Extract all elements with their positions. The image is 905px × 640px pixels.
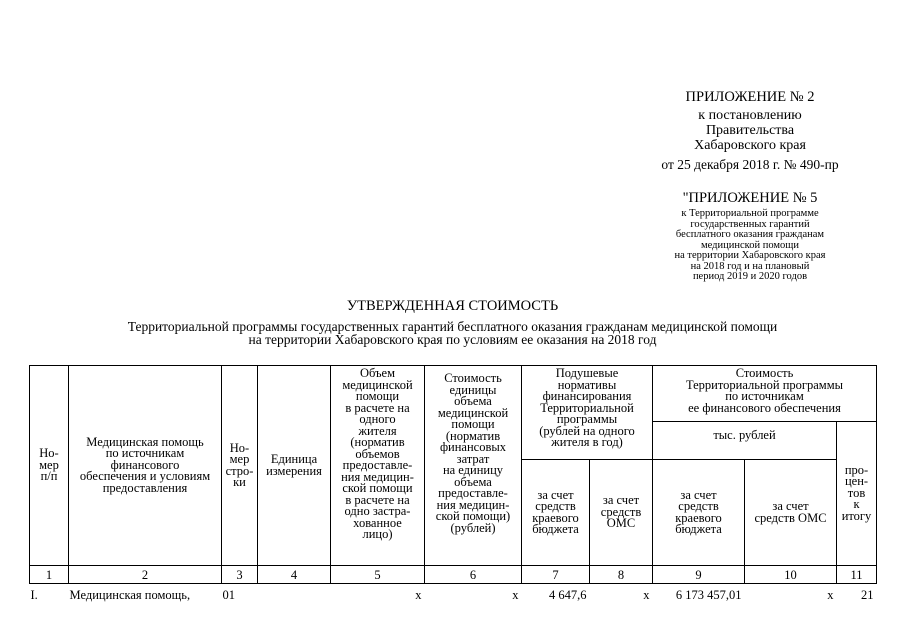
appendix-2-line: Хабаровского края	[694, 137, 806, 153]
header-line: финансового	[110, 457, 180, 472]
header-line: единицы	[449, 382, 497, 397]
appendix-5-line: на территории Хабаровского края	[674, 250, 826, 262]
document-subtitle-line: Территориальной программы государственных гарантий бесплатного оказания гражданам медицинской помощи	[127, 319, 778, 334]
header-unit	[258, 366, 331, 566]
header-line: п/п	[40, 469, 58, 484]
header-line: ния медицин-	[436, 497, 510, 512]
header-line: Объем	[360, 366, 395, 380]
appendix-5-line: период 2019 и 2020 годов	[692, 271, 808, 283]
header-line: помощи	[355, 389, 400, 403]
header-line: Стоимость	[444, 371, 502, 385]
header-line: мер	[39, 457, 59, 472]
header-line: предоставления	[102, 480, 188, 495]
header-line: помощи	[451, 417, 495, 431]
appendix-5-line: медицинской помощи	[701, 239, 799, 251]
appendix-2-date: от 25 декабря 2018 г. № 490-пр	[661, 157, 839, 173]
header-line: Единица	[270, 452, 318, 466]
header-line: средств	[678, 499, 719, 513]
header-line: объема	[454, 474, 492, 489]
header-line: нормативы	[557, 377, 617, 392]
header-line: обеспечения и условиям	[79, 469, 211, 484]
header-program-cost	[653, 366, 877, 422]
header-line: за счет	[602, 493, 640, 508]
header-line: про-	[844, 462, 869, 477]
header-line: одно застра-	[344, 504, 411, 518]
column-number: 10	[745, 566, 837, 584]
header-line: по источникам	[105, 446, 185, 461]
header-number	[30, 366, 69, 566]
header-line: финансирования	[542, 389, 632, 403]
cell-oms-per-capita: х	[643, 588, 650, 602]
header-line: предоставле-	[342, 458, 413, 472]
header-line: жителя в год)	[551, 435, 623, 449]
header-line: Стоимость	[735, 366, 794, 380]
header-line: средств ОМС	[754, 510, 827, 525]
column-number: 4	[258, 566, 331, 584]
appendix-5-heading	[650, 191, 850, 283]
header-line: краевого	[532, 510, 579, 525]
header-line: программы	[556, 412, 618, 426]
header-line: ской помощи)	[435, 509, 511, 523]
header-line: Медицинская помощь	[86, 434, 204, 449]
header-line: Территориальной программы	[685, 377, 844, 392]
header-line: медицинской	[437, 405, 509, 420]
header-line: финансовых	[439, 440, 507, 454]
header-thousand-rub: тыс. рублей	[653, 422, 837, 460]
header-line: объемов	[355, 446, 400, 461]
header-line: тов	[847, 485, 866, 500]
table-row	[30, 584, 877, 606]
column-number: 7	[522, 566, 590, 584]
header-line: в расчете на	[345, 400, 410, 415]
cell-budget-total: 6 173 457,01	[675, 588, 742, 602]
cell-unit-cost: х	[512, 588, 519, 602]
appendix-5-title: "ПРИЛОЖЕНИЕ № 5	[682, 190, 818, 206]
column-number: 9	[653, 566, 745, 584]
header-line: Но-	[229, 440, 250, 455]
header-line: бюджета	[532, 522, 579, 536]
column-number: 3	[222, 566, 258, 584]
cell-row: 01	[222, 588, 235, 602]
header-percent	[837, 422, 877, 566]
cell-percent: 21	[861, 588, 874, 602]
header-line: ния медицин-	[341, 469, 414, 484]
header-line: Территориальной	[540, 400, 634, 415]
header-line: цен-	[844, 474, 869, 489]
header-line: (норматив	[445, 428, 501, 443]
cell-budget-per-capita: 4 647,6	[549, 588, 587, 602]
column-number: 2	[69, 566, 222, 584]
column-number: 1	[30, 566, 69, 584]
header-line: ки	[233, 475, 246, 489]
column-number: 6	[425, 566, 522, 584]
header-regional-budget-total	[653, 460, 745, 566]
header-regional-budget	[522, 460, 590, 566]
header-line: за счет	[680, 487, 717, 502]
header-line: медицинской	[342, 377, 413, 392]
header-line: мер	[229, 452, 250, 466]
header-per-capita	[522, 366, 653, 460]
header-line: средств	[600, 504, 642, 519]
appendix-5-line: к Территориальной программе	[681, 208, 819, 220]
header-line: измерения	[266, 463, 322, 478]
header-line: (рублей на одного	[539, 423, 635, 438]
header-line: предоставле-	[438, 486, 508, 500]
column-number: 5	[331, 566, 425, 584]
header-line: одного	[359, 412, 396, 426]
cell-unit	[258, 584, 331, 606]
cost-table	[29, 365, 877, 606]
header-line: лицо)	[362, 527, 393, 541]
header-line: за счет	[537, 487, 574, 502]
header-line: краевого	[675, 510, 722, 525]
header-line: за счет	[772, 499, 809, 513]
header-line: (норматив	[350, 435, 405, 449]
cell-number: I.	[30, 588, 38, 602]
header-line: к	[853, 497, 860, 512]
header-line: Подушевые	[555, 366, 619, 380]
header-line: объема	[454, 394, 492, 408]
header-line: средств	[535, 499, 576, 513]
header-line: затрат	[456, 451, 490, 466]
column-number: 11	[837, 566, 877, 584]
appendix-5-line: государственных гарантий	[690, 218, 810, 230]
appendix-2-line: к постановлению	[698, 108, 802, 124]
column-number: 8	[590, 566, 653, 584]
document-title: УТВЕРЖДЕННАЯ СТОИМОСТЬ	[346, 298, 559, 314]
header-oms	[590, 460, 653, 566]
header-line: (рублей)	[450, 520, 496, 535]
header-volume	[331, 366, 425, 566]
header-unit-cost	[425, 366, 522, 566]
header-line: бюджета	[675, 522, 722, 536]
cell-volume: х	[415, 588, 422, 602]
header-line: Но-	[39, 446, 59, 461]
document-subtitle-line: на территории Хабаровского края по условиям ее оказания на 2018 год	[248, 332, 657, 347]
header-line: ее финансового обеспечения	[688, 400, 841, 415]
header-line: ОМС	[606, 516, 636, 531]
appendix-5-line: бесплатного оказания гражданам	[675, 229, 825, 241]
appendix-5-line: на 2018 год и на плановый	[690, 260, 810, 272]
header-care	[69, 366, 222, 566]
header-oms-total	[745, 460, 837, 566]
header-line: стро-	[225, 463, 254, 478]
cell-oms-total: х	[827, 588, 834, 602]
appendix-2-heading	[660, 90, 840, 172]
document-subtitle	[60, 320, 845, 346]
appendix-2-line: Правительства	[705, 122, 795, 138]
header-line: ской помощи	[342, 481, 413, 495]
header-row-number	[222, 366, 258, 566]
header-line: хованное	[353, 515, 402, 530]
header-line: в расчете на	[345, 492, 410, 507]
appendix-2-title: ПРИЛОЖЕНИЕ № 2	[685, 89, 815, 105]
header-line: по источникам	[725, 389, 804, 403]
cell-name: Медицинская помощь,	[69, 588, 191, 602]
header-line: итогу	[841, 508, 872, 523]
header-line: жителя	[358, 423, 397, 438]
header-line: на единицу	[442, 463, 504, 477]
